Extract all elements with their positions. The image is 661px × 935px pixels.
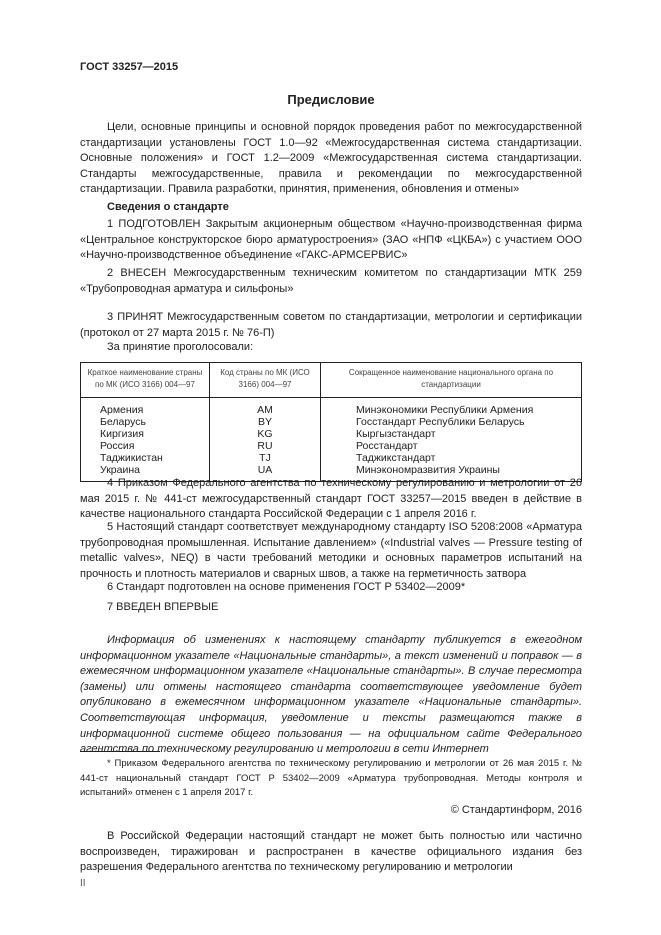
page-title: Предисловие xyxy=(287,92,375,107)
countries-table xyxy=(80,362,582,482)
table-row xyxy=(81,440,582,452)
item-5: 5 Настоящий стандарт соответствует международному стандарту ISO 5208:2008 «Арматура трубопроводная промышленная. Испытание давлением» («Industrial valves — Pressure testing of metallic valves», NEQ) в части требований методики и основных параметров испытаний на прочность и плотность материалов и сварных швов, а также на герметичность затвора xyxy=(80,521,582,580)
country-code: KG xyxy=(210,428,321,440)
standards-body: Минэкономразвития Украины xyxy=(321,464,582,482)
country-code: RU xyxy=(210,440,321,452)
standards-body: Кыргызстандарт xyxy=(321,428,582,440)
country-name: Россия xyxy=(100,440,135,452)
document-code: ГОСТ 33257—2015 xyxy=(80,61,179,73)
item-4: 4 Приказом Федерального агентства по техническому регулированию и метрологии от 26 мая 2015 г. № 441-ст межгосударственный стандарт ГОСТ 33257—2015 введен в действие в качестве национального стандарта Российской Федерации с 1 апреля 2016 г. xyxy=(80,477,582,521)
item-7: 7 ВВЕДЕН ВПЕРВЫЕ xyxy=(107,601,219,613)
notice-paragraph: Информация об изменениях к настоящему стандарту публикуется в ежегодном информационном указателе «Национальные стандарты», а текст изменений и поправок — в ежемесячном информационном указателе «Национальные стандарты». В случае пересмотра (замены) или отмены настоящего стандарта соответствующее уведомление будет опубликовано в ежемесячном информационном указателе «Национальные стандарты». Соответствующая информация, уведомление и тексты размещаются также в информационной системе общего пользования — на официальном сайте Федерального агентства по техническому регулированию и метрологии в сети Интернет xyxy=(80,634,582,756)
country-code: UA xyxy=(210,464,321,482)
copyright: © Стандартинформ, 2016 xyxy=(450,804,582,816)
country-name: Украина xyxy=(100,464,140,476)
standards-body: Минэкономики Республики Армения xyxy=(321,398,582,417)
table-row xyxy=(81,428,582,440)
vote-label: За принятие проголосовали: xyxy=(107,341,254,353)
standards-body: Таджикстандарт xyxy=(321,452,582,464)
item-3: 3 ПРИНЯТ Межгосударственным советом по стандартизации, метрологии и сертификации (протокол от 27 марта 2015 г. № 76-П) xyxy=(80,311,582,339)
section-heading: Сведения о стандарте xyxy=(107,201,229,213)
intro-paragraph: Цели, основные принципы и основной порядок проведения работ по межгосударственной стандартизации установлены ГОСТ 1.0—92 «Межгосударственная система стандартизации. Основные положения» и ГОСТ 1.2—2009 «Межгосударственная система стандартизации. Стандарты межгосударственные, правила и рекомендации по межгосударственной стандартизации. Правила разработки, принятия, применения, обновления и отмены» xyxy=(80,121,582,196)
footnote-divider xyxy=(80,751,160,752)
country-name: Беларусь xyxy=(100,416,146,428)
country-code: BY xyxy=(210,416,321,428)
country-name: Киргизия xyxy=(100,428,144,440)
country-name: Армения xyxy=(100,404,144,416)
country-code: AM xyxy=(210,398,321,417)
page-number: II xyxy=(80,878,86,889)
column-header: Код страны по МК (ИСО 3166) 004—97 xyxy=(210,363,321,398)
item-6: 6 Стандарт подготовлен на основе применения ГОСТ Р 53402—2009* xyxy=(107,581,466,593)
standards-body: Росстандарт xyxy=(321,440,582,452)
country-code: TJ xyxy=(210,452,321,464)
table-row xyxy=(81,452,582,464)
column-header: Краткое наименование страны по МК (ИСО 3166) 004—97 xyxy=(81,363,210,398)
standards-body: Госстандарт Республики Беларусь xyxy=(321,416,582,428)
footnote: * Приказом Федерального агентства по техническому регулированию и метрологии от 26 мая 2015 г. № 441-ст национальный стандарт ГОСТ Р 53402—2009 «Арматура трубопроводная. Методы контроля и испытаний» отменен с 1 апреля 2017 г. xyxy=(80,758,582,798)
rights-paragraph: В Российской Федерации настоящий стандарт не может быть полностью или частично воспроизведен, тиражирован и распространен в качестве официального издания без разрешения Федерального агентства по техническому регулированию и метрологии xyxy=(80,830,582,874)
item-2: 2 ВНЕСЕН Межгосударственным техническим комитетом по стандартизации МТК 259 «Трубопроводная арматура и сильфоны» xyxy=(80,267,582,295)
table-row xyxy=(81,398,582,417)
column-header: Сокращенное наименование национального органа по стандартизации xyxy=(321,363,582,398)
country-name: Таджикистан xyxy=(100,452,163,464)
item-1: 1 ПОДГОТОВЛЕН Закрытым акционерным обществом «Научно-производственная фирма «Центральное конструкторское бюро арматуростроения» (ЗАО «НПФ «ЦКБА») с участием ООО «Научно-производственное объединение «ГАКС-АРМСЕРВИС» xyxy=(80,218,582,262)
table-row xyxy=(81,416,582,428)
